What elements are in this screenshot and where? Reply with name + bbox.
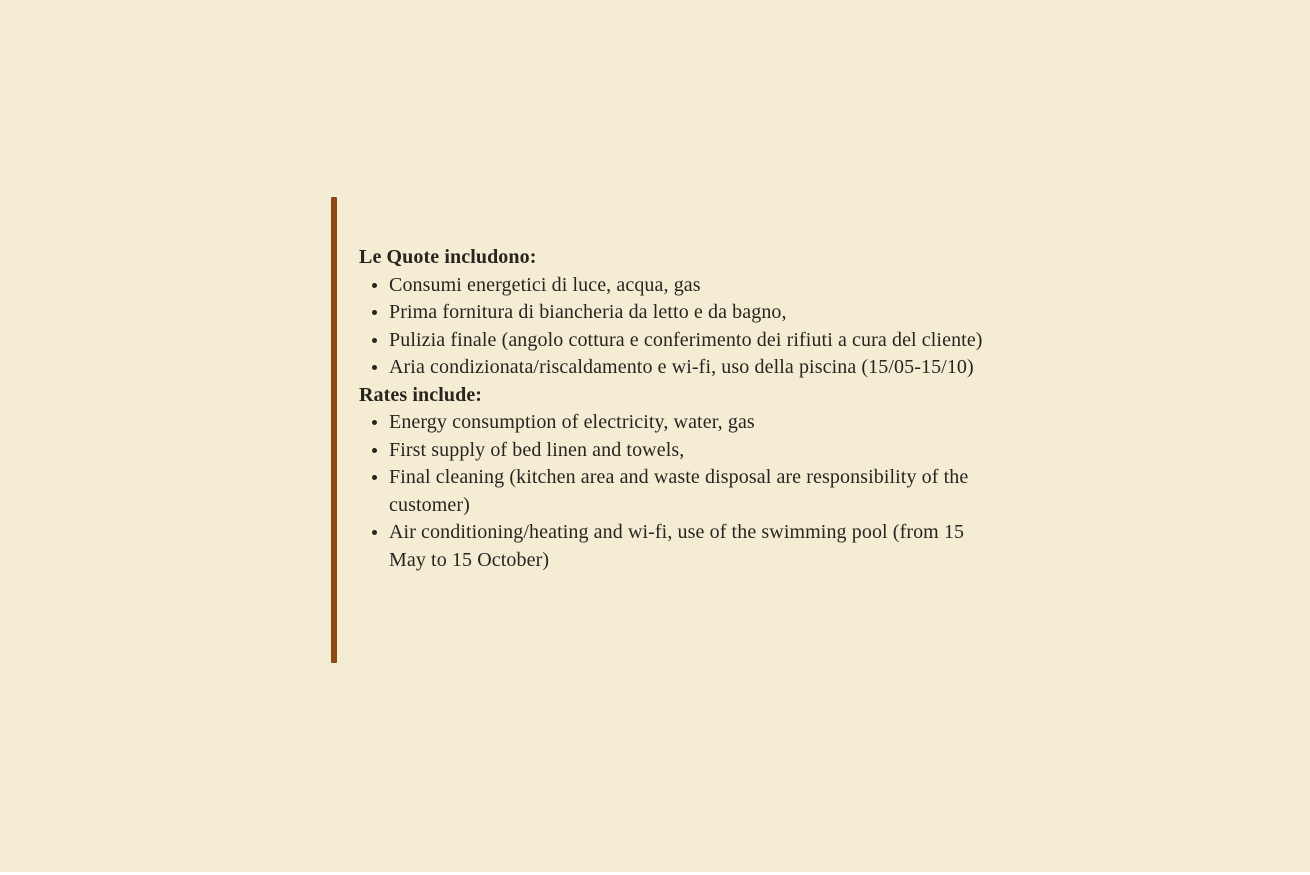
vertical-accent-bar <box>331 197 337 663</box>
rates-list-italian <box>359 272 999 382</box>
list-item: • First supply of bed linen and towels, <box>389 437 999 465</box>
list-item: • Energy consumption of electricity, water, gas <box>389 409 999 437</box>
rates-list-english <box>359 409 999 574</box>
list-item: • Air conditioning/heating and wi-fi, use of the swimming pool (from 15 May to 15 October) <box>389 519 999 574</box>
list-item: • Aria condizionata/riscaldamento e wi-fi, uso della piscina (15/05-15/10) <box>389 354 999 382</box>
rates-text-block <box>359 244 999 574</box>
list-item: • Consumi energetici di luce, acqua, gas <box>389 272 999 300</box>
list-item: • Prima fornitura di biancheria da letto e da bagno, <box>389 299 999 327</box>
section-heading-english: Rates include: <box>359 383 483 406</box>
list-item: • Final cleaning (kitchen area and waste disposal are responsibility of the customer) <box>389 464 999 519</box>
section-heading-italian: Le Quote includono: <box>359 246 537 268</box>
list-item: • Pulizia finale (angolo cottura e conferimento dei rifiuti a cura del cliente) <box>389 327 999 355</box>
